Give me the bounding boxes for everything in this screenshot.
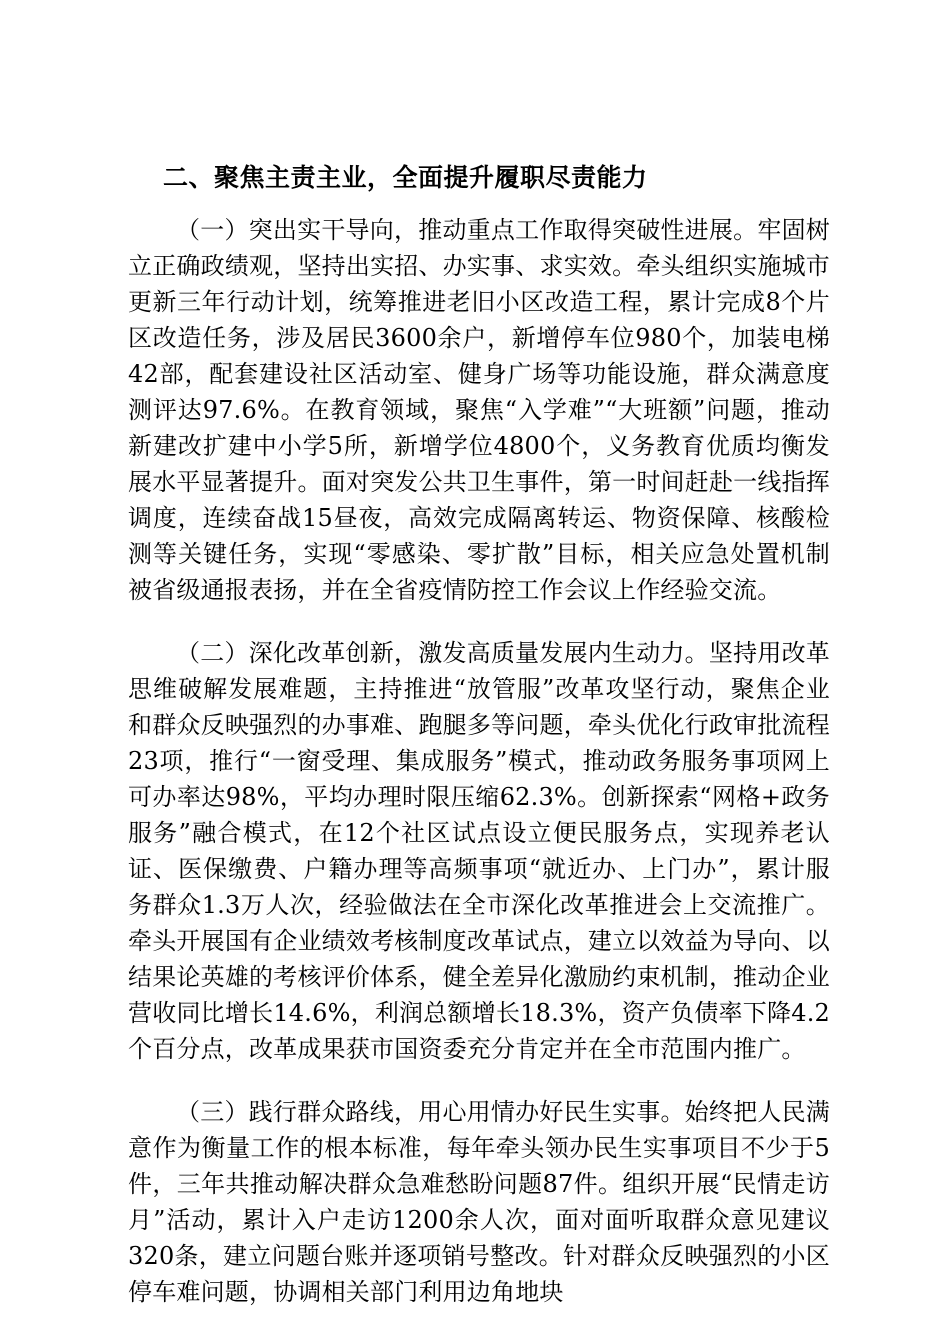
- section-heading: 二、聚焦主责主业，全面提升履职尽责能力: [163, 163, 648, 192]
- paragraph-2: （二）深化改革创新，激发高质量发展内生动力。坚持用改革思维破解发展难题，主持推进“放管服”改革攻坚行动，聚焦企业和群众反映强烈的办事难、跑腿多等问题，牵头优化行政审批流程23项，推行“一窗受理、集成服务”模式，推动政务服务事项网上可办率达98%，平均办理时限压缩62.3%。创新探索“网格+政务服务”融合模式，在12个社区试点设立便民服务点，实现养老认证、医保缴费、户籍办理等高频事项“就近办、上门办”，累计服务群众1.3万人次，经验做法在全市深化改革推进会上交流推广。牵头开展国有企业绩效考核制度改革试点，建立以效益为导向、以结果论英雄的考核评价体系，健全差异化激励约束机制，推动企业营收同比增长14.6%，利润总额增长18.3%，资产负债率下降4.2个百分点，改革成果获市国资委充分肯定并在全市范围内推广。: [128, 639, 830, 1063]
- document-body: [128, 158, 830, 1337]
- paragraph-1: （一）突出实干导向，推动重点工作取得突破性进展。牢固树立正确政绩观，坚持出实招、办实事、求实效。牵头组织实施城市更新三年行动计划，统筹推进老旧小区改造工程，累计完成8个片区改造任务，涉及居民3600余户，新增停车位980个，加装电梯42部，配套建设社区活动室、健身广场等功能设施，群众满意度测评达97.6%。在教育领域，聚焦“入学难”“大班额”问题，推动新建改扩建中小学5所，新增学位4800个，义务教育优质均衡发展水平显著提升。面对突发公共卫生事件，第一时间赶赴一线指挥调度，连续奋战15昼夜，高效完成隔离转运、物资保障、核酸检测等关键任务，实现“零感染、零扩散”目标，相关应急处置机制被省级通报表扬，并在全省疫情防控工作会议上作经验交流。: [128, 216, 830, 604]
- paragraph-3: （三）践行群众路线，用心用情办好民生实事。始终把人民满意作为衡量工作的根本标准，每年牵头领办民生实事项目不少于5件，三年共推动解决群众急难愁盼问题87件。组织开展“民情走访月”活动，累计入户走访1200余人次，面对面听取群众意见建议320条，建立问题台账并逐项销号整改。针对群众反映强烈的小区停车难问题，协调相关部门利用边角地块: [128, 1098, 830, 1306]
